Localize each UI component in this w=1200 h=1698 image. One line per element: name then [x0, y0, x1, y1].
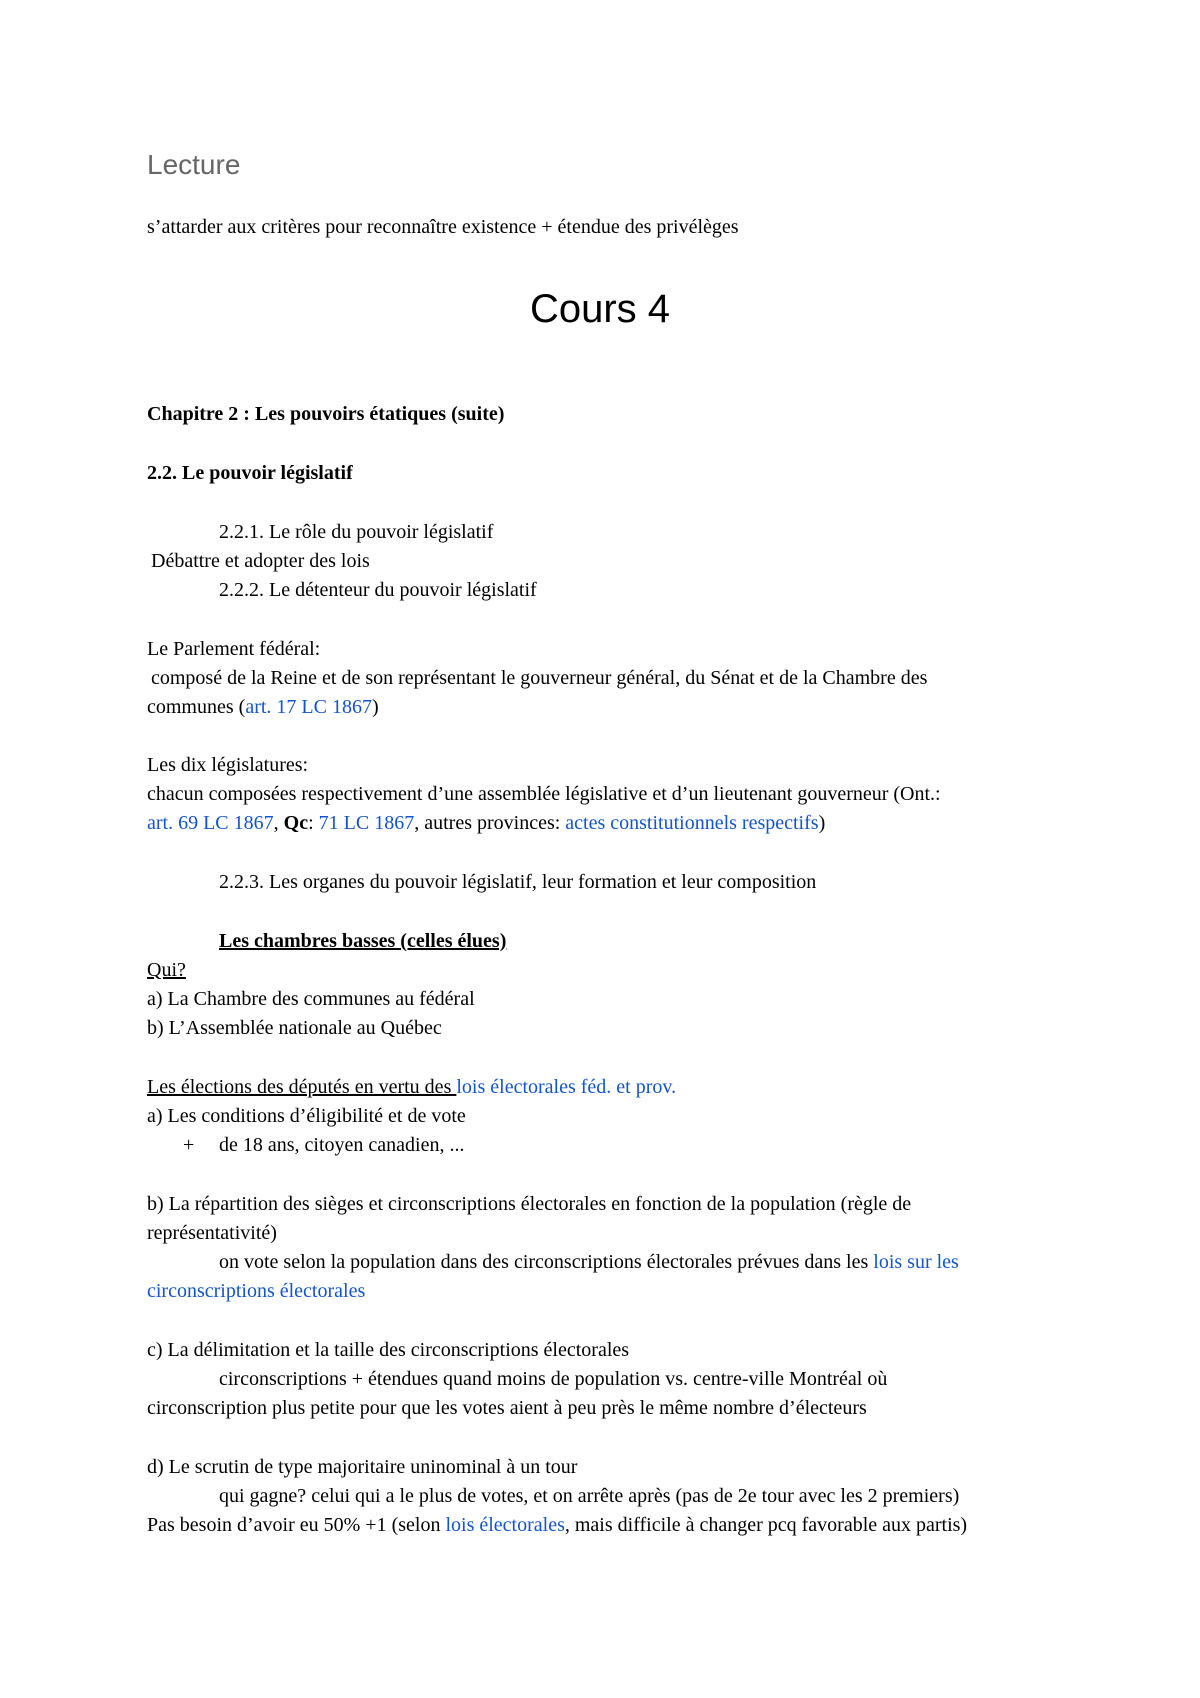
lois-circonscriptions-link-part-1[interactable]: lois sur les — [873, 1251, 959, 1273]
vote-line-1-text: on vote selon la population dans des circonscriptions électorales prévues dans les — [219, 1251, 874, 1273]
chambres-heading — [219, 929, 506, 953]
subsection-2-2-1: 2.2.1. Le rôle du pouvoir législatif — [219, 521, 494, 543]
parlement-line-2-post: ) — [371, 696, 379, 718]
role-text: Débattre et adopter des lois — [151, 550, 370, 572]
scrutin-line-2 — [147, 1513, 967, 1537]
legislatures-label: Les dix législatures: — [147, 754, 309, 776]
lecture-note: s’attarder aux critères pour reconnaître existence + étendue des privélèges — [147, 216, 739, 238]
condition-d: d) Le scrutin de type majoritaire uninominal à un tour — [147, 1456, 578, 1478]
lois-electorales-fed-prov-link[interactable]: lois électorales féd. et prov. — [456, 1076, 677, 1098]
art-71-link[interactable]: 71 LC 1867 — [318, 812, 415, 834]
chapter-heading-text: Chapitre 2 : Les pouvoirs étatiques (suite) — [147, 403, 505, 425]
scrutin-line-1: qui gagne? celui qui a le plus de votes, et on arrête après (pas de 2e tour avec les 2 premiers) — [219, 1485, 960, 1507]
legislatures-sep-1: , — [273, 812, 284, 834]
bullet-symbol: + — [183, 1134, 195, 1156]
parlement-line-2 — [147, 695, 379, 719]
circonscriptions-line-2: circonscription plus petite pour que les votes aient à peu près le même nombre d’électeurs — [147, 1397, 867, 1419]
condition-b-line-1: b) La répartition des sièges et circonscriptions électorales en fonction de la population (règle de — [147, 1193, 912, 1215]
parlement-line-2-pre: communes ( — [147, 696, 246, 718]
parlement-line-1: composé de la Reine et de son représentant le gouverneur général, du Sénat et de la Chambre des — [151, 667, 928, 689]
condition-c: c) La délimitation et la taille des circonscriptions électorales — [147, 1339, 630, 1361]
condition-b-line-2: représentativité) — [147, 1222, 277, 1244]
lois-electorales-link[interactable]: lois électorales — [445, 1514, 565, 1536]
vote-line-1 — [219, 1250, 959, 1274]
course-title: Cours 4 — [529, 287, 671, 331]
bullet-text: de 18 ans, citoyen canadien, ... — [219, 1134, 465, 1156]
subsection-2-2-3: 2.2.3. Les organes du pouvoir législatif, leur formation et leur composition — [219, 871, 817, 893]
section-2-2-heading — [147, 461, 353, 485]
circonscriptions-line-1: circonscriptions + étendues quand moins de population vs. centre-ville Montréal où — [219, 1368, 888, 1390]
qc-label: Qc — [283, 812, 309, 834]
qui-label-text: Qui? — [147, 959, 186, 981]
section-2-2-text: 2.2. Le pouvoir législatif — [147, 462, 353, 484]
legislatures-close: ) — [818, 812, 826, 834]
legislatures-sep-2: : — [308, 812, 319, 834]
bullet-item — [183, 1133, 465, 1157]
elections-heading-text: Les élections des députés en vertu des — [147, 1076, 457, 1098]
parlement-label: Le Parlement fédéral: — [147, 638, 321, 660]
condition-a: a) Les conditions d’éligibilité et de vote — [147, 1105, 466, 1127]
actes-constitutionnels-link[interactable]: actes constitutionnels respectifs — [565, 812, 819, 834]
scrutin-line-2-pre: Pas besoin d’avoir eu 50% +1 (selon — [147, 1514, 446, 1536]
elections-heading — [147, 1075, 676, 1099]
qui-item-b: b) L’Assemblée nationale au Québec — [147, 1017, 442, 1039]
art-17-link[interactable]: art. 17 LC 1867 — [245, 696, 372, 718]
subsection-2-2-2: 2.2.2. Le détenteur du pouvoir législatif — [219, 579, 537, 601]
legislatures-line-1: chacun composées respectivement d’une assemblée législative et d’un lieutenant gouverneur (Ont.: — [147, 783, 941, 805]
heading-lecture: Lecture — [147, 149, 241, 180]
chapter-heading — [147, 402, 504, 426]
lois-circonscriptions-link-part-2[interactable]: circonscriptions électorales — [147, 1280, 366, 1302]
qui-item-a: a) La Chambre des communes au fédéral — [147, 988, 475, 1010]
scrutin-line-2-post: , mais difficile à changer pcq favorable aux partis) — [564, 1514, 968, 1536]
qui-label — [147, 958, 186, 982]
art-69-link[interactable]: art. 69 LC 1867 — [147, 812, 274, 834]
vote-line-2 — [147, 1279, 365, 1303]
legislatures-line-2 — [147, 811, 825, 835]
legislatures-sep-3: , autres provinces: — [414, 812, 566, 834]
chambres-heading-text: Les chambres basses (celles élues) — [219, 930, 507, 952]
